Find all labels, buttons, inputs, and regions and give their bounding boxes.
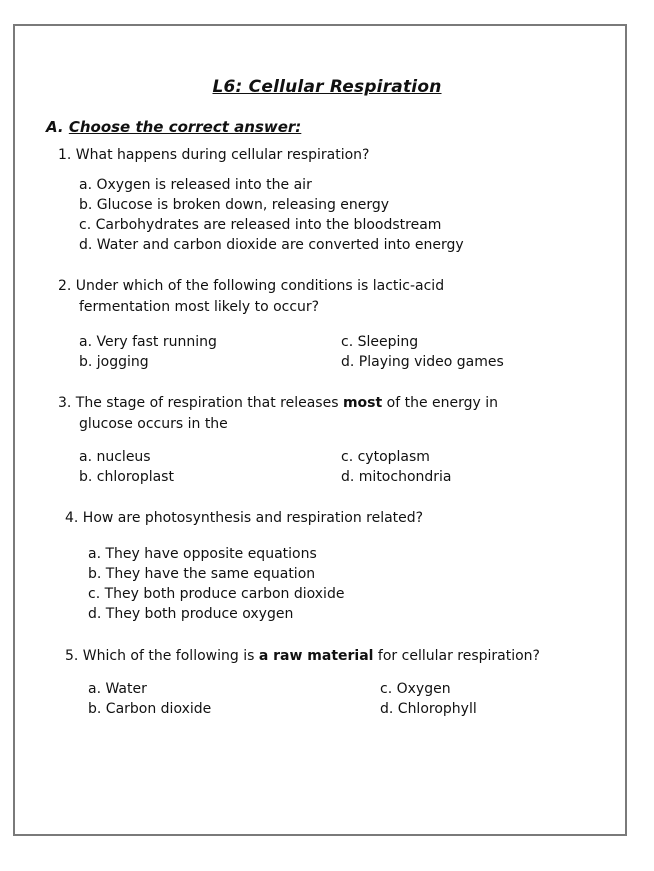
section-instructions: Choose the correct answer: (68, 118, 302, 136)
question-5-option-c: c. Oxygen (380, 681, 451, 697)
question-4-option-a: a. They have opposite equations (88, 546, 317, 562)
question-3-option-c: c. cytoplasm (341, 449, 430, 465)
question-1: 1. What happens during cellular respiration? (58, 147, 370, 163)
question-3-emphasis: most (342, 395, 383, 411)
question-5-text-start: 5. Which of the following is (65, 648, 259, 664)
question-2-option-b: b. jogging (79, 354, 149, 370)
question-3-option-d: d. mitochondria (341, 469, 452, 485)
question-5-emphasis: a raw material (258, 648, 374, 664)
question-1-option-a: a. Oxygen is released into the air (79, 177, 312, 193)
question-3-option-b: b. chloroplast (79, 469, 174, 485)
question-4-option-b: b. They have the same equation (88, 566, 316, 582)
question-4-option-c: c. They both produce carbon dioxide (88, 586, 345, 602)
page-title: L6: Cellular Respiration (212, 77, 442, 97)
question-4: 4. How are photosynthesis and respiration related? (65, 510, 424, 526)
question-4-option-d: d. They both produce oxygen (88, 606, 294, 622)
question-2-line-1: 2. Under which of the following conditions is lactic-acid (58, 278, 445, 294)
question-1-option-c: c. Carbohydrates are released into the bloodstream (79, 217, 442, 233)
question-3-line-2: glucose occurs in the (79, 416, 228, 432)
question-2-option-a: a. Very fast running (79, 334, 217, 350)
question-3-line-1 (58, 393, 498, 414)
question-5-option-d: d. Chlorophyll (380, 701, 477, 717)
question-5-text-end: for cellular respiration? (373, 648, 540, 664)
question-1-option-d: d. Water and carbon dioxide are converted into energy (79, 237, 464, 253)
question-5-option-b: b. Carbon dioxide (88, 701, 212, 717)
question-2-option-c: c. Sleeping (341, 334, 419, 350)
question-3-text-end: of the energy in (382, 395, 499, 411)
section-letter: A. (46, 118, 64, 136)
question-3-option-a: a. nucleus (79, 449, 151, 465)
question-5-option-a: a. Water (88, 681, 147, 697)
question-2-option-d: d. Playing video games (341, 354, 504, 370)
section-heading (46, 118, 301, 136)
question-3-text-start: 3. The stage of respiration that releases (58, 395, 343, 411)
question-5 (65, 646, 540, 667)
question-2-line-2: fermentation most likely to occur? (79, 299, 320, 315)
question-1-option-b: b. Glucose is broken down, releasing energy (79, 197, 390, 213)
